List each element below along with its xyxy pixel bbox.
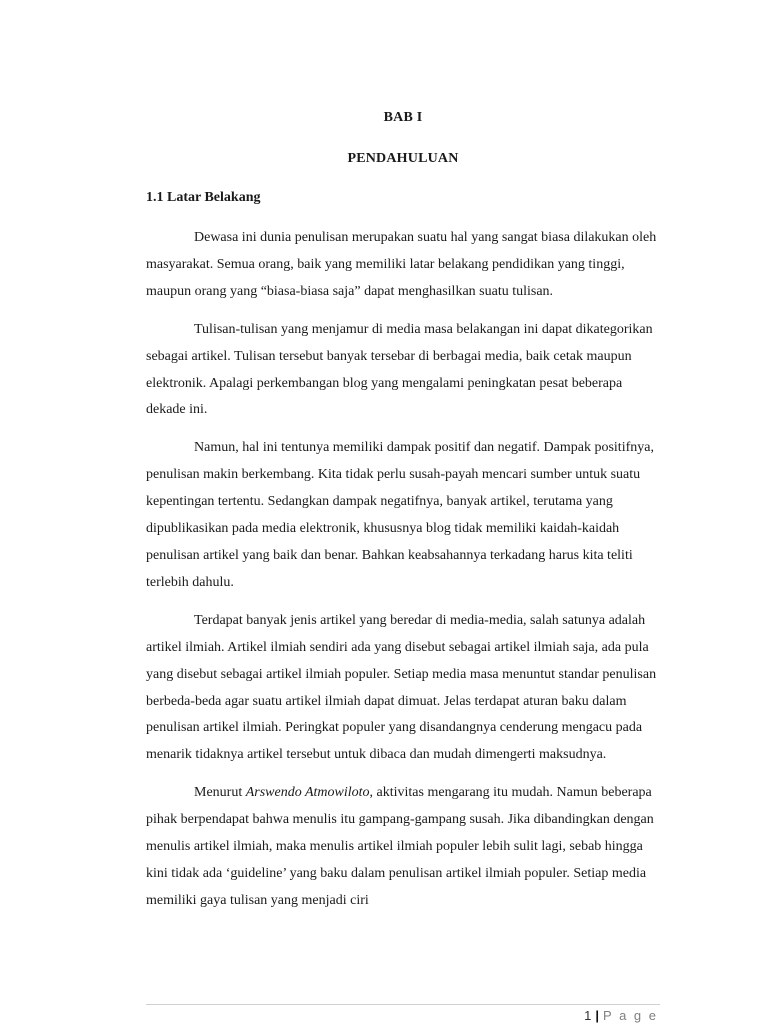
footer-separator: | xyxy=(595,1008,600,1023)
paragraph-with-citation xyxy=(146,780,660,915)
paragraph: Namun, hal ini tentunya memiliki dampak positif dan negatif. Dampak positifnya, penulisan makin berkembang. Kita tidak perlu susah-payah mencari sumber untuk suatu kepentingan tertentu. Sedangkan dampak negatifnya, banyak artikel, terutama yang dipublikasikan pada media elektronik, khususnya blog tidak memiliki kaidah-kaidah penulisan artikel yang baik dan benar. Bahkan keabsahannya terkadang harus kita teliti terlebih dahulu. xyxy=(146,440,654,590)
body-text xyxy=(146,225,660,926)
chapter-heading: BAB I xyxy=(383,110,423,125)
chapter-title: PENDAHULUAN xyxy=(347,151,459,166)
author-name: Arswendo Atmowiloto xyxy=(245,785,370,801)
page-number: 1 xyxy=(584,1008,592,1023)
paragraph-text: Menurut xyxy=(194,785,246,801)
paragraph-text: , aktivitas mengarang itu mudah. Namun beberapa pihak berpendapat bahwa menulis itu gampang-gampang susah. Jika dibandingkan dengan menulis artikel ilmiah, maka menulis artikel ilmiah populer lebih sulit lagi, sebab hingga kini tidak ada ‘guideline’ yang baku dalam penulisan artikel ilmiah populer. Setiap media memiliki gaya tulisan yang menjadi ciri xyxy=(146,785,654,908)
footer-divider xyxy=(146,1004,660,1005)
paragraph: Dewasa ini dunia penulisan merupakan suatu hal yang sangat biasa dilakukan oleh masyarakat. Semua orang, baik yang memiliki latar belakang pendidikan yang tinggi, maupun orang yang “biasa-biasa saja” dapat menghasilkan suatu tulisan. xyxy=(146,230,657,299)
paragraph: Tulisan-tulisan yang menjamur di media masa belakangan ini dapat dikategorikan sebagai artikel. Tulisan tersebut banyak tersebar di berbagai media, baik cetak maupun elektronik. Apalagi perkembangan blog yang mengalami peningkatan pesat beberapa dekade ini. xyxy=(146,321,653,418)
paragraph: Terdapat banyak jenis artikel yang beredar di media-media, salah satunya adalah artikel ilmiah. Artikel ilmiah sendiri ada yang disebut sebagai artikel ilmiah saja, ada pula yang disebut sebagai artikel ilmiah populer. Setiap media masa menuntut standar penulisan berbeda-beda agar suatu artikel ilmiah dapat dimuat. Jelas terdapat aturan baku dalam penulisan artikel ilmiah. Peringkat populer yang disandangnya cenderung mengacu pada menarik tidaknya artikel tersebut untuk dibaca dan mudah dimengerti maksudnya. xyxy=(146,612,657,763)
page-footer xyxy=(584,1008,658,1023)
page-label: P a g e xyxy=(603,1008,658,1023)
section-heading: 1.1 Latar Belakang xyxy=(146,190,261,205)
